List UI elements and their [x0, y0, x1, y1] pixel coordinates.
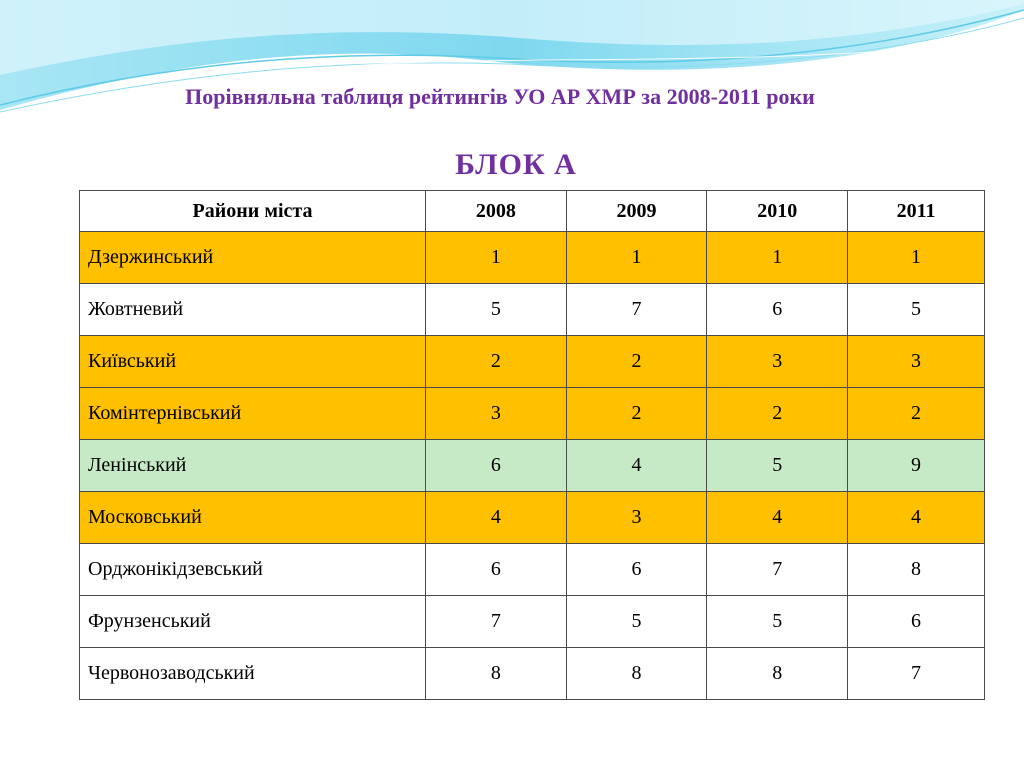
rating-2010: 4	[707, 492, 848, 544]
table-row	[80, 440, 985, 492]
column-header-district: Райони міста	[80, 191, 426, 232]
table-row	[80, 492, 985, 544]
rating-2008: 6	[426, 544, 567, 596]
rating-2010: 6	[707, 284, 848, 336]
rating-2008: 7	[426, 596, 567, 648]
rating-2011: 2	[848, 388, 985, 440]
rating-2009: 6	[566, 544, 707, 596]
rating-2010: 2	[707, 388, 848, 440]
rating-2010: 7	[707, 544, 848, 596]
district-name: Фрунзенський	[80, 596, 426, 648]
rating-2010: 5	[707, 440, 848, 492]
table-row	[80, 648, 985, 700]
district-name: Київський	[80, 336, 426, 388]
district-name: Жовтневий	[80, 284, 426, 336]
rating-2011: 3	[848, 336, 985, 388]
rating-2008: 1	[426, 232, 567, 284]
rating-2011: 7	[848, 648, 985, 700]
district-name: Червонозаводський	[80, 648, 426, 700]
rating-2008: 4	[426, 492, 567, 544]
district-name: Дзержинський	[80, 232, 426, 284]
table-row	[80, 232, 985, 284]
table-header-row	[80, 191, 985, 232]
rating-2008: 3	[426, 388, 567, 440]
rating-2009: 4	[566, 440, 707, 492]
table-row	[80, 336, 985, 388]
rating-2009: 2	[566, 336, 707, 388]
rating-2008: 6	[426, 440, 567, 492]
rating-2010: 1	[707, 232, 848, 284]
ratings-table	[79, 190, 985, 700]
rating-2011: 4	[848, 492, 985, 544]
column-header-2009: 2009	[566, 191, 707, 232]
rating-2008: 5	[426, 284, 567, 336]
block-subtitle: БЛОК А	[455, 148, 577, 181]
rating-2009: 3	[566, 492, 707, 544]
rating-2011: 1	[848, 232, 985, 284]
rating-2009: 8	[566, 648, 707, 700]
table-row	[80, 544, 985, 596]
rating-2009: 1	[566, 232, 707, 284]
district-name: Орджонікідзевський	[80, 544, 426, 596]
rating-2009: 2	[566, 388, 707, 440]
rating-2010: 8	[707, 648, 848, 700]
table-row	[80, 284, 985, 336]
slide-title: Порівняльна таблиця рейтингів УО АР ХМР за 2008-2011 роки	[185, 84, 815, 109]
rating-2008: 8	[426, 648, 567, 700]
table-row	[80, 596, 985, 648]
district-name: Ленінський	[80, 440, 426, 492]
rating-2009: 7	[566, 284, 707, 336]
rating-2011: 5	[848, 284, 985, 336]
rating-2010: 5	[707, 596, 848, 648]
rating-2011: 9	[848, 440, 985, 492]
district-name: Московський	[80, 492, 426, 544]
rating-2011: 6	[848, 596, 985, 648]
rating-2009: 5	[566, 596, 707, 648]
column-header-2010: 2010	[707, 191, 848, 232]
table-row	[80, 388, 985, 440]
rating-2010: 3	[707, 336, 848, 388]
rating-2008: 2	[426, 336, 567, 388]
district-name: Комінтернівський	[80, 388, 426, 440]
table-body	[80, 232, 985, 700]
rating-2011: 8	[848, 544, 985, 596]
column-header-2008: 2008	[426, 191, 567, 232]
column-header-2011: 2011	[848, 191, 985, 232]
